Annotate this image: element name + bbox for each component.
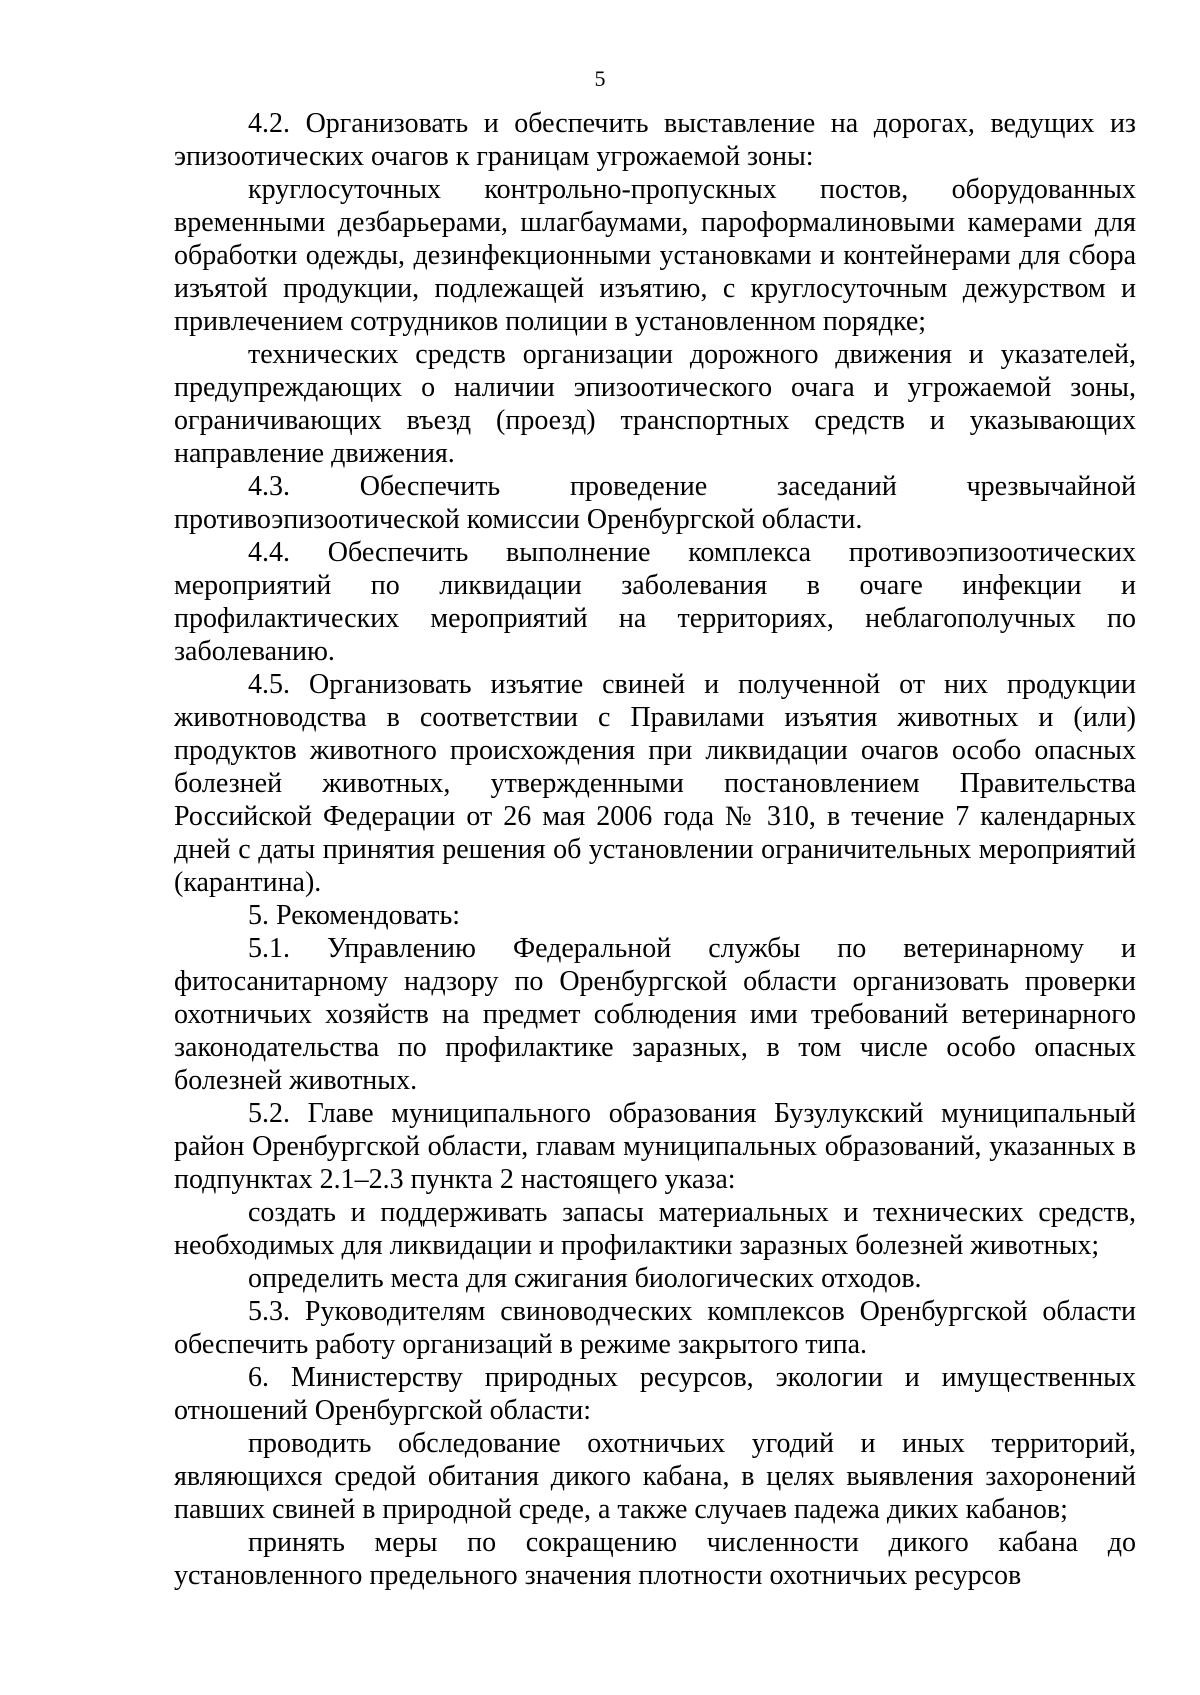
paragraph-6: 6. Министерству природных ресурсов, экологии и имущественных отношений Оренбургской области: (174, 1362, 1136, 1426)
paragraph-4-5: 4.5. Организовать изъятие свиней и полученной от них продукции животноводства в соответствии с Правилами изъятия животных и (или) продуктов животного происхождения при ликвидации очагов особо опасных болезней животных, утвержденными постановлением Правительства Российской Федерации от 26 мая 2006 года № 310, в течение 7 календарных дней с даты принятия решения об установлении ограничительных мероприятий (карантина). (174, 669, 1136, 898)
paragraph-5: 5. Рекомендовать: (248, 900, 460, 931)
page-number: 5 (594, 66, 606, 91)
paragraph-boar-population: принять меры по сокращению численности дикого кабана до установленного предельного значения плотности охотничьих ресурсов (174, 1527, 1136, 1591)
paragraph-4-4: 4.4. Обеспечить выполнение комплекса противоэпизоотических мероприятий по ликвидации заболевания в очаге инфекции и профилактических мероприятий на территориях, неблагополучных по заболеванию. (174, 537, 1136, 667)
paragraph-5-2: 5.2. Главе муниципального образования Бузулукский муниципальный район Оренбургской области, главам муниципальных образований, указанных в подпунктах 2.1–2.3 пункта 2 настоящего указа: (174, 1098, 1136, 1195)
paragraph-5-1: 5.1. Управлению Федеральной службы по ветеринарному и фитосанитарному надзору по Оренбургской области организовать проверки охотничьих хозяйств на предмет соблюдения ими требований ветеринарного законодательства по профилактике заразных, в том числе особо опасных болезней животных. (174, 933, 1136, 1096)
paragraph-supplies: создать и поддерживать запасы материальных и технических средств, необходимых для ликвидации и профилактики заразных болезней животных; (174, 1197, 1136, 1261)
paragraph-4-3: 4.3. Обеспечить проведение заседаний чрезвычайной противоэпизоотической комиссии Оренбургской области. (174, 471, 1136, 535)
paragraph-survey: проводить обследование охотничьих угодий и иных территорий, являющихся средой обитания дикого кабана, в целях выявления захоронений павших свиней в природной среде, а также случаев падежа диких кабанов; (174, 1428, 1136, 1525)
paragraph-4-2: 4.2. Организовать и обеспечить выставление на дорогах, ведущих из эпизоотических очагов к границам угрожаемой зоны: (174, 108, 1136, 172)
paragraph-5-3: 5.3. Руководителям свиноводческих комплексов Оренбургской области обеспечить работу организаций в режиме закрытого типа. (174, 1296, 1136, 1360)
document-body (174, 107, 1136, 1592)
paragraph-checkpoints: круглосуточных контрольно-пропускных постов, оборудованных временными дезбарьерами, шлагбаумами, пароформалиновыми камерами для обработки одежды, дезинфекционными установками и контейнерами для сбора изъятой продукции, подлежащей изъятию, с круглосуточным дежурством и привлечением сотрудников полиции в установленном порядке; (174, 174, 1136, 337)
paragraph-disposal-sites: определить места для сжигания биологических отходов. (248, 1263, 922, 1294)
paragraph-traffic-signs: технических средств организации дорожного движения и указателей, предупреждающих о наличии эпизоотического очага и угрожаемой зоны, ограничивающих въезд (проезд) транспортных средств и указывающих направление движения. (174, 339, 1136, 469)
